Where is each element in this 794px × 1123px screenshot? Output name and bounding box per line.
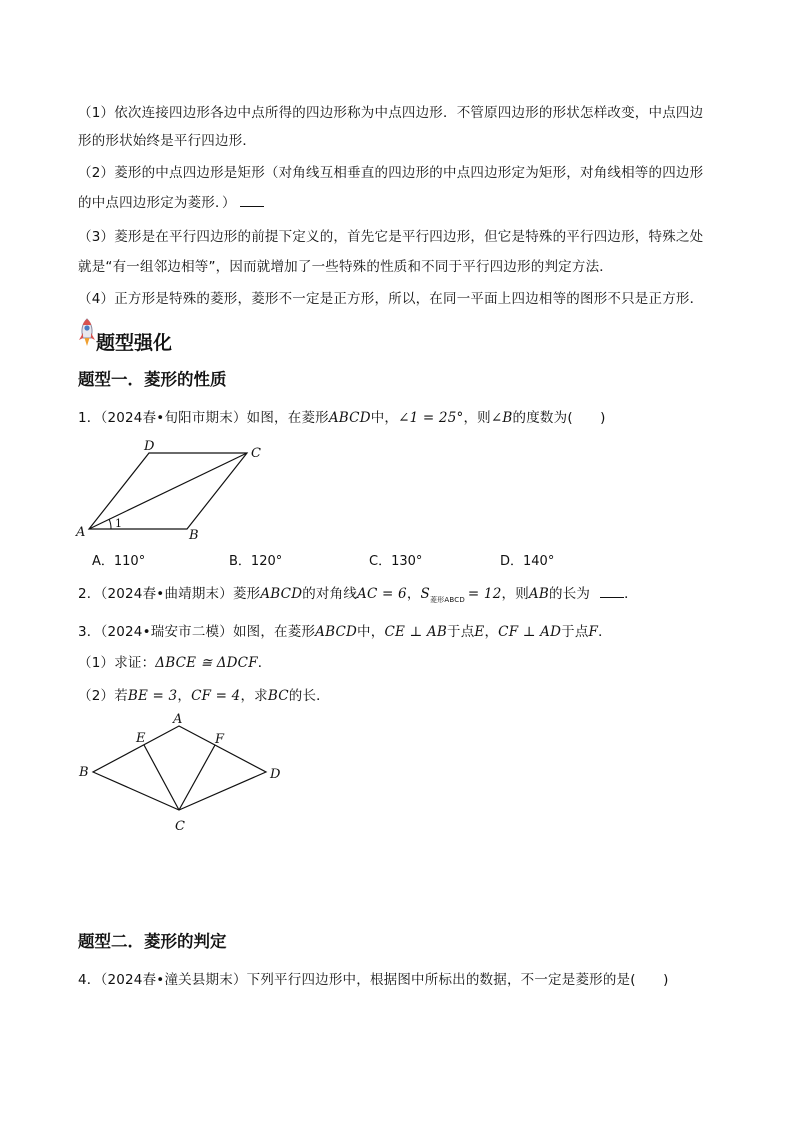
q1-label-d: D [144, 439, 155, 454]
q2-prefix: 2．（2024春•曲靖期末）菱形 [78, 586, 261, 602]
q3-label-a: A [173, 712, 183, 727]
note-2-line-1: （2）菱形的中点四边形是矩形（对角线互相垂直的四边形的中点四边形定为矩形，对角线相等的四边形 [78, 165, 704, 181]
q2-answer-blank [600, 585, 624, 598]
q3-rhombus-figure [70, 708, 290, 838]
question-3-stem [78, 622, 612, 642]
q3-label-c: C [175, 819, 185, 834]
q3-part1-prefix: （1）求证： [78, 655, 156, 671]
q1-angleB: ∠B [490, 410, 513, 426]
q3-cf: CF ⊥ AD [498, 624, 562, 640]
note-1-line-1: （1）依次连接四边形各边中点所得的四边形称为中点四边形．不管原四边形的形状怎样改变，中点四边 [78, 105, 704, 121]
q3-ce: CE ⊥ AB [384, 624, 447, 640]
q2-then: ，则 [501, 586, 529, 602]
q2-end: ． [624, 586, 638, 602]
question-1-stem [78, 408, 606, 428]
q1-abcd: ABCD [328, 410, 371, 426]
q3-prefix: 3．（2024•瑞安市二模）如图，在菱形 [78, 624, 316, 640]
question-3-part-2 [78, 686, 330, 706]
question-3-part-1 [78, 653, 271, 673]
q3-label-d: D [270, 767, 281, 782]
q2-s-val: = 12 [467, 586, 502, 602]
q3-end: ． [598, 624, 612, 640]
q3-segment-ce [144, 745, 179, 810]
note-2-line-2-text: 的中点四边形定为菱形．） [78, 195, 236, 211]
q1-option-d[interactable]: D．140° [500, 554, 555, 569]
q3-f: F [588, 624, 599, 640]
q1-sep: ，则 [463, 410, 491, 426]
note-3-line-1: （3）菱形是在平行四边形的前提下定义的，首先它是平行四边形，但它是特殊的平行四边形，特殊之处 [78, 229, 704, 245]
q2-mid: 的对角线 [302, 586, 358, 602]
q1-mid: 中， [370, 410, 399, 426]
q3-abcd: ABCD [315, 624, 358, 640]
q1-prefix: 1．（2024春•旬阳市期末）如图，在菱形 [78, 410, 329, 426]
q3-segment-cf [179, 745, 215, 810]
q3-part1-end: ． [257, 655, 272, 671]
note-2-line-2 [78, 193, 264, 213]
q3-label-b: B [79, 765, 89, 780]
note-1-line-2: 形的形状始终是平行四边形． [78, 133, 257, 149]
q2-sep: ， [406, 586, 421, 602]
q3-bc: BC [267, 688, 289, 704]
q3-at-f: 于点 [561, 624, 589, 640]
q1-label-a: A [76, 525, 86, 540]
q2-suffix: 的长为 [549, 586, 591, 602]
q1-suffix: 的度数为( ) [512, 410, 606, 426]
q3-be: BE = 3 [127, 688, 178, 704]
q3-label-f: F [215, 732, 225, 747]
type-2-title: 题型二．菱形的判定 [78, 932, 227, 951]
q1-rhombus-figure [70, 438, 270, 544]
q3-sep2: ， [177, 688, 192, 704]
q3-sep: ， [484, 624, 499, 640]
q1-label-c: C [251, 446, 261, 461]
q3-part2-end: 的长． [288, 688, 330, 704]
q3-part1-math: ΔBCE ≅ ΔDCF [155, 655, 258, 671]
rocket-icon [76, 318, 98, 348]
q1-label-angle-1: 1 [115, 517, 122, 530]
q1-option-a[interactable]: A．110° [92, 554, 146, 569]
q1-angle1: ∠1 = 25° [398, 410, 464, 426]
answer-blank [240, 194, 264, 207]
q1-option-b[interactable]: B．120° [229, 554, 283, 569]
q3-part2-prefix: （2）若 [78, 688, 128, 704]
q3-rhombus-outline [93, 726, 266, 810]
q1-diagonal-ac [89, 453, 247, 529]
note-4-line-1: （4）正方形是特殊的菱形，菱形不一定是正方形，所以，在同一平面上四边相等的图形不只是正方形． [78, 291, 704, 307]
note-3-line-2: 就是“有一组邻边相等”，因而就增加了一些特殊的性质和不同于平行四边形的判定方法． [78, 259, 613, 275]
question-2-stem [78, 584, 638, 610]
q1-label-b: B [189, 528, 199, 543]
q2-s-sub: 菱形ABCD [429, 596, 465, 604]
q3-mid: 中， [357, 624, 385, 640]
q1-option-c[interactable]: C．130° [369, 554, 423, 569]
q2-abcd: ABCD [260, 586, 303, 602]
section-title: 题型强化 [96, 332, 173, 354]
q3-cf4: CF = 4 [191, 688, 241, 704]
q2-ab: AB [528, 586, 549, 602]
q3-at-e: 于点 [447, 624, 475, 640]
question-4-stem: 4．（2024春•潼关县期末）下列平行四边形中，根据图中所标出的数据，不一定是菱形的是( ) [78, 972, 669, 988]
q3-label-e: E [136, 731, 146, 746]
q2-ac: AC = 6 [357, 586, 407, 602]
q2-s: S [420, 586, 430, 602]
q1-angle-arc [109, 519, 111, 529]
q3-ask: ，求 [240, 688, 268, 704]
q3-e: E [474, 624, 485, 640]
type-1-title: 题型一．菱形的性质 [78, 370, 227, 389]
